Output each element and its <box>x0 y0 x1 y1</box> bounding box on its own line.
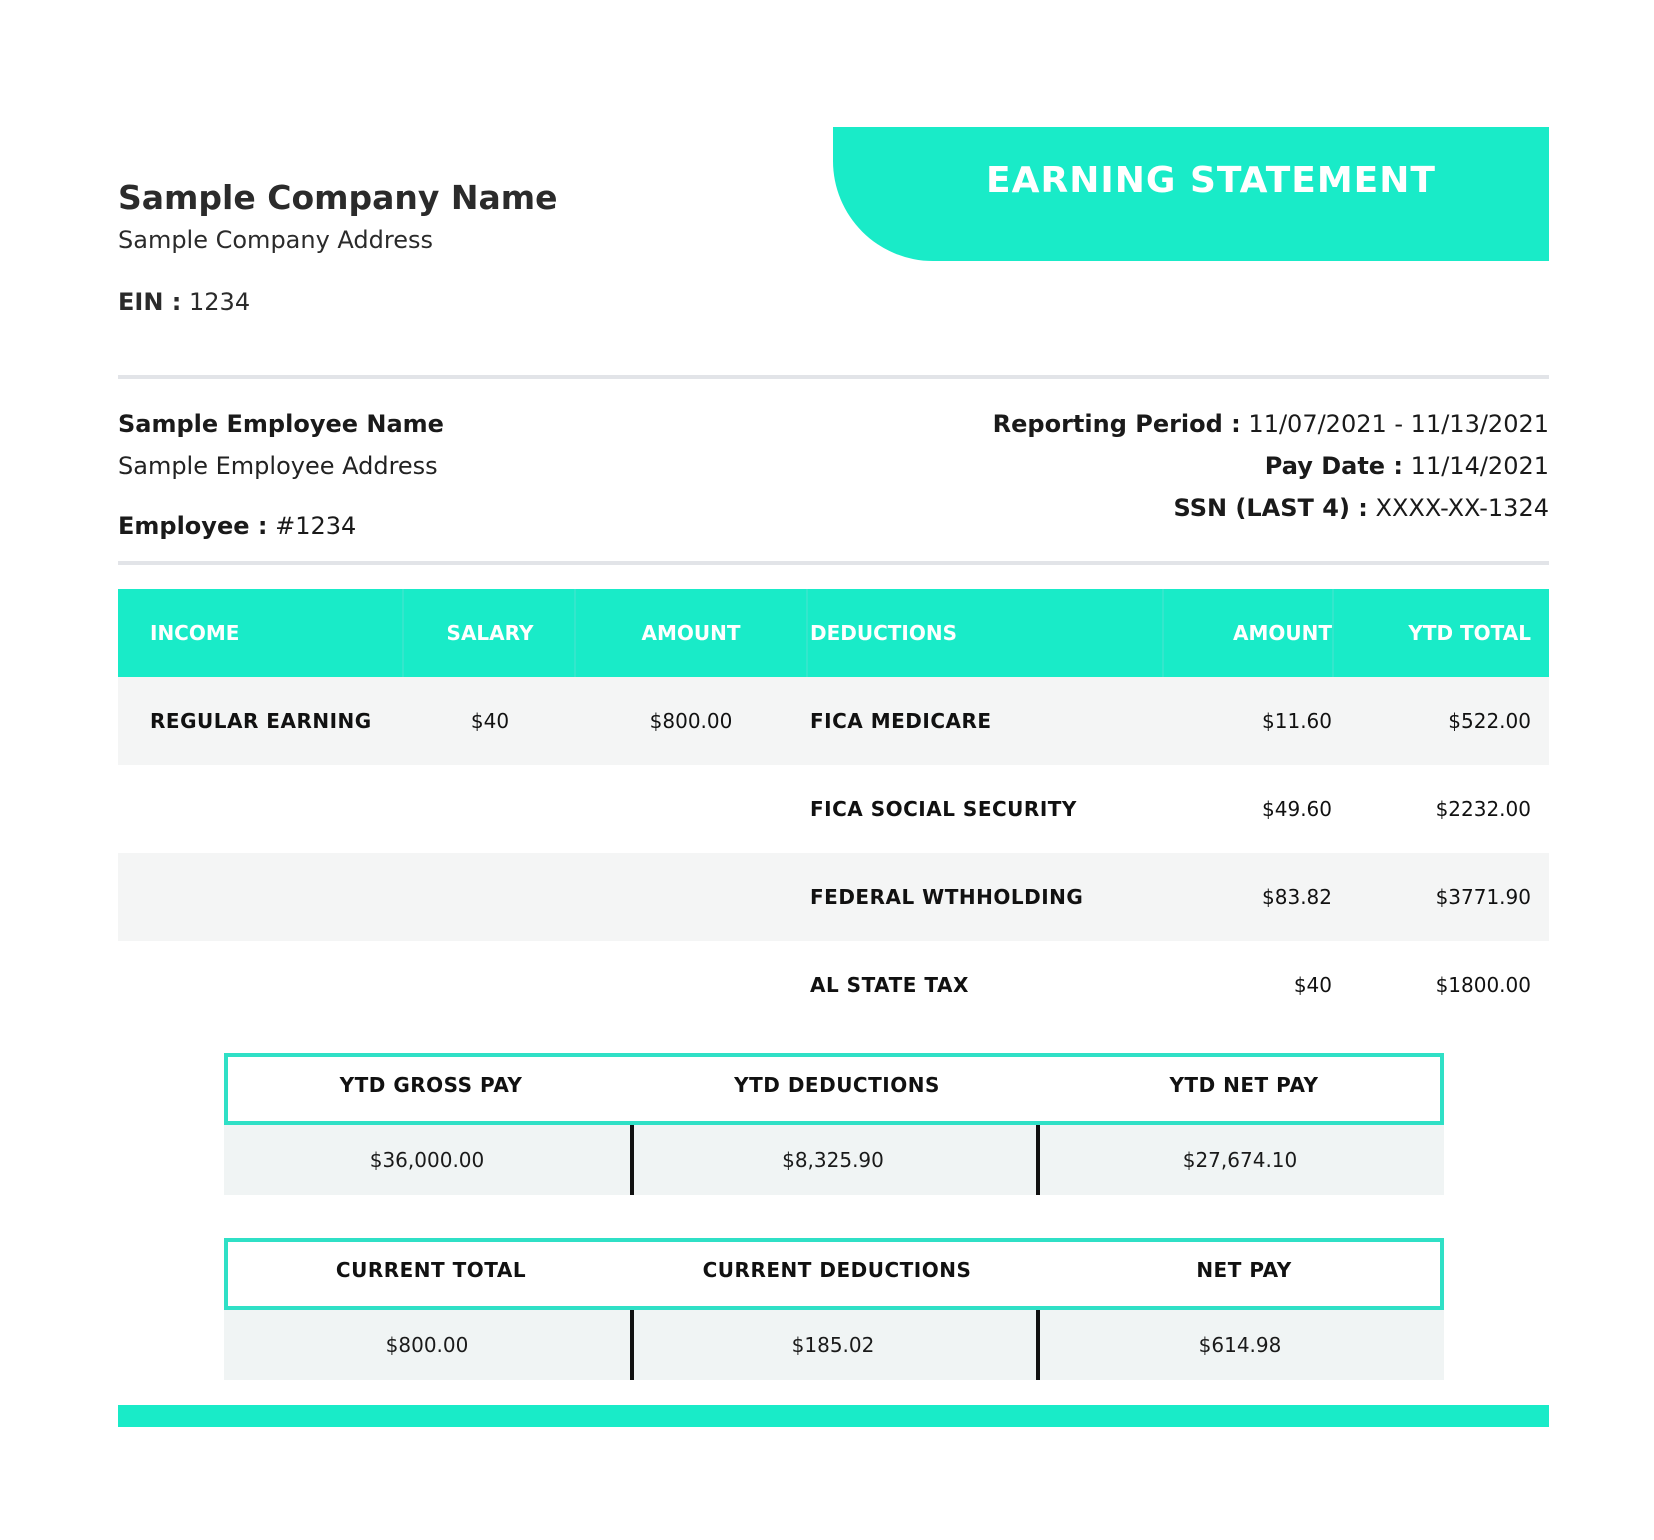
reporting-period-value: 11/07/2021 - 11/13/2021 <box>1248 410 1549 438</box>
deduction-ytd-total: $522.00 <box>1448 709 1531 733</box>
net-pay-label: NET PAY <box>1196 1258 1292 1282</box>
current-deductions-label: CURRENT DEDUCTIONS <box>702 1258 972 1282</box>
income-amount <box>576 941 806 1029</box>
divider-middle <box>118 561 1549 565</box>
current-total-label: CURRENT TOTAL <box>335 1258 527 1282</box>
footer-accent-bar <box>118 1405 1549 1427</box>
ytd-net-pay-value: $27,674.10 <box>1182 1148 1298 1172</box>
reporting-period <box>993 410 1549 438</box>
table-row <box>118 677 1549 765</box>
ytd-net-pay-label: YTD NET PAY <box>1169 1073 1319 1097</box>
pay-date-value: 11/14/2021 <box>1410 452 1549 480</box>
table-header-row <box>118 589 1549 677</box>
header-separator <box>806 589 808 677</box>
ytd-summary <box>224 1053 1444 1195</box>
income-amount <box>576 853 806 941</box>
employee-id <box>118 512 356 540</box>
current-total-value: $800.00 <box>385 1333 469 1357</box>
reporting-period-label: Reporting Period : <box>992 410 1241 438</box>
table-row <box>118 853 1549 941</box>
ytd-deductions-value: $8,325.90 <box>782 1148 884 1172</box>
header-ytd-total: YTD TOTAL <box>1408 621 1531 645</box>
ssn-value: XXXX-XX-1324 <box>1375 494 1549 522</box>
ytd-summary-values <box>224 1125 1444 1195</box>
header-deduction-amount: AMOUNT <box>1232 621 1332 645</box>
income-label <box>150 941 400 1029</box>
table-row <box>118 941 1549 1029</box>
income-label <box>150 853 400 941</box>
header-salary: SALARY <box>446 621 534 645</box>
pay-date <box>1265 452 1549 480</box>
salary-value: $40 <box>470 709 510 733</box>
deduction-amount: $83.82 <box>1262 885 1332 909</box>
deduction-ytd-total: $3771.90 <box>1435 885 1531 909</box>
employee-name: Sample Employee Name <box>118 410 444 438</box>
salary-value <box>404 853 576 941</box>
current-deductions-value: $185.02 <box>791 1333 875 1357</box>
pay-date-label: Pay Date : <box>1264 452 1404 480</box>
company-name: Sample Company Name <box>118 178 558 217</box>
salary-value <box>404 765 576 853</box>
income-label: REGULAR EARNING <box>150 709 372 733</box>
salary-value <box>404 941 576 1029</box>
income-amount: $800.00 <box>649 709 733 733</box>
ytd-summary-header <box>224 1053 1444 1125</box>
deduction-amount: $40 <box>1293 973 1332 997</box>
document-title: EARNING STATEMENT <box>986 159 1436 201</box>
ein-value: 1234 <box>189 288 251 316</box>
company-address: Sample Company Address <box>118 226 433 254</box>
ssn-label: SSN (LAST 4) : <box>1173 494 1368 522</box>
deduction-label: FEDERAL WTHHOLDING <box>810 885 1084 909</box>
employee-address: Sample Employee Address <box>118 452 438 480</box>
current-summary-values <box>224 1310 1444 1380</box>
earnings-table <box>118 589 1549 1029</box>
header-income: INCOME <box>150 621 240 645</box>
deduction-label: FICA SOCIAL SECURITY <box>810 797 1077 821</box>
deduction-label: FICA MEDICARE <box>810 709 992 733</box>
ein-line <box>118 288 250 316</box>
ytd-gross-pay-value: $36,000.00 <box>369 1148 485 1172</box>
deduction-ytd-total: $2232.00 <box>1435 797 1531 821</box>
income-amount <box>576 765 806 853</box>
divider-top <box>118 375 1549 379</box>
employee-id-value: #1234 <box>275 512 357 540</box>
employee-id-label: Employee : <box>118 512 268 540</box>
ytd-deductions-label: YTD DEDUCTIONS <box>734 1073 940 1097</box>
ytd-gross-pay-label: YTD GROSS PAY <box>339 1073 523 1097</box>
current-summary-header <box>224 1238 1444 1310</box>
deduction-ytd-total: $1800.00 <box>1435 973 1531 997</box>
ssn <box>1173 494 1549 522</box>
deduction-amount: $49.60 <box>1262 797 1332 821</box>
header-deductions: DEDUCTIONS <box>810 621 958 645</box>
header-income-amount: AMOUNT <box>641 621 741 645</box>
income-label <box>150 765 400 853</box>
current-summary <box>224 1238 1444 1380</box>
table-row <box>118 765 1549 853</box>
ein-label: EIN : <box>118 288 182 316</box>
deduction-label: AL STATE TAX <box>810 973 969 997</box>
deduction-amount: $11.60 <box>1262 709 1332 733</box>
net-pay-value: $614.98 <box>1198 1333 1282 1357</box>
